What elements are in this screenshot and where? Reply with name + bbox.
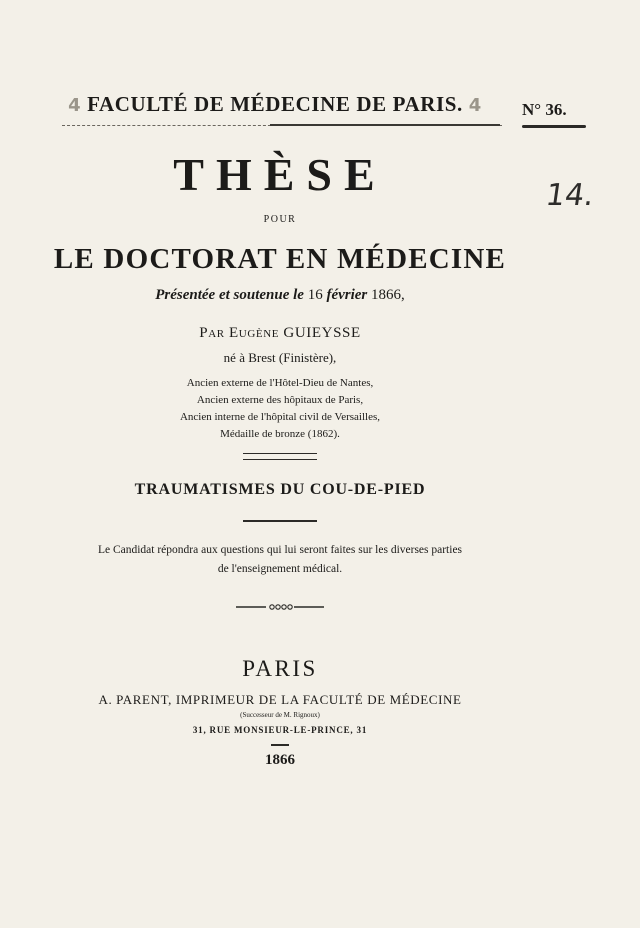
ornament-circle xyxy=(282,605,286,609)
faculty-title: FACULTÉ DE MÉDECINE DE PARIS. xyxy=(87,92,463,116)
ornament-divider xyxy=(236,600,324,614)
handwritten-note: 14. xyxy=(543,178,597,213)
presentation-month: février xyxy=(326,287,368,303)
ornament-circle xyxy=(288,605,292,609)
imprint-year: 1866 xyxy=(265,752,295,768)
ornament-circle xyxy=(270,605,274,609)
candidat-line-2: de l'enseignement médical. xyxy=(217,563,343,575)
presentation-day: 16 xyxy=(307,287,323,303)
doctorat-title: LE DOCTORAT EN MÉDECINE xyxy=(53,243,507,275)
presentation-year: 1866, xyxy=(371,287,405,303)
imprint-city: PARIS xyxy=(242,656,318,681)
credential-line: Ancien externe des hôpitaux de Paris, xyxy=(196,394,364,406)
credential-line: Ancien externe de l'Hôtel-Dieu de Nantes, xyxy=(186,377,374,389)
hand-mark-right: 4 xyxy=(468,95,482,116)
presentation-line xyxy=(0,287,560,304)
number-underline xyxy=(522,125,586,128)
subject-rule xyxy=(243,520,317,522)
these-title: THÈSE xyxy=(173,149,387,200)
author-birthplace: né à Brest (Finistère), xyxy=(223,350,337,365)
author-line xyxy=(0,325,560,342)
credential-line: Ancien interne de l'hôpital civil de Versailles, xyxy=(179,411,381,423)
year-dash xyxy=(271,744,289,746)
thesis-number: N° 36. xyxy=(522,100,567,119)
author-name: GUIEYSSE xyxy=(283,325,361,341)
double-rule-divider xyxy=(243,453,317,460)
faculty-header xyxy=(60,92,490,117)
imprint-printer: A. PARENT, IMPRIMEUR DE LA FACULTÉ DE MÉDECINE xyxy=(98,692,462,707)
presentation-prefix: Présentée et soutenue le xyxy=(155,287,304,303)
imprint-address: 31, RUE MONSIEUR-LE-PRINCE, 31 xyxy=(192,725,368,735)
thesis-subject: TRAUMATISMES DU COU-DE-PIED xyxy=(134,481,426,498)
candidat-line-1: Le Candidat répondra aux questions qui lui seront faites sur les diverses parties xyxy=(97,544,463,556)
ornament-circle xyxy=(276,605,280,609)
pour-word: POUR xyxy=(263,214,297,225)
header-rule-solid xyxy=(270,124,500,126)
candidat-notice xyxy=(0,541,560,579)
author-par: Par Eugène xyxy=(199,325,280,341)
credential-line: Médaille de bronze (1862). xyxy=(220,428,340,440)
hand-mark-left: 4 xyxy=(68,95,82,116)
imprint-successor: (Successeur de M. Rignoux) xyxy=(240,711,320,719)
